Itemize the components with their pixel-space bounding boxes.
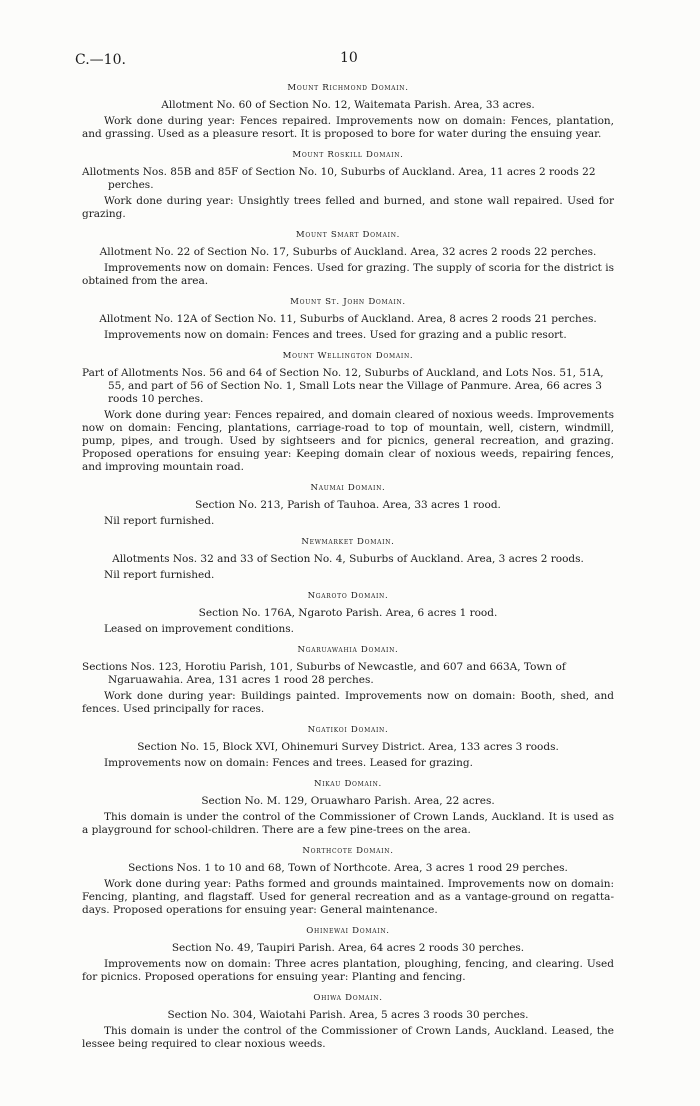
domain-title: Naumai Domain. [310, 483, 386, 493]
domain-section [82, 724, 614, 770]
domain-title: Ohinewai Domain. [306, 926, 390, 936]
domain-section [82, 229, 614, 288]
domain-location: Section No. 213, Parish of Tauhoa. Area, 33 acres 1 rood. [195, 499, 501, 511]
domain-location: Allotments Nos. 85B and 85F of Section No. 10, Suburbs of Auckland. Area, 11 acres 2 roods 22 perches. [82, 166, 596, 191]
domain-section [82, 536, 614, 582]
page-number: 10 [340, 50, 358, 66]
domain-section [82, 845, 614, 917]
domain-paragraph: This domain is under the control of the Commissioner of Crown Lands, Auckland. Leased, the lessee being required to clear noxious weeds. [82, 1025, 614, 1050]
domain-paragraph: Improvements now on domain: Fences and trees. Used for grazing and a public resort. [104, 329, 567, 341]
domain-location: Section No. 304, Waiotahi Parish. Area, 5 acres 3 roods 30 perches. [167, 1009, 529, 1021]
domain-paragraph: Work done during year: Buildings painted. Improvements now on domain: Booth, shed, and fences. Used principally for races. [82, 690, 614, 715]
domain-section [82, 149, 614, 221]
domain-paragraph: Improvements now on domain: Fences. Used for grazing. The supply of scoria for the district is obtained from the area. [82, 262, 614, 287]
domain-location: Section No. M. 129, Oruawharo Parish. Area, 22 acres. [201, 795, 495, 807]
domain-paragraph: This domain is under the control of the Commissioner of Crown Lands, Auckland. It is used as a playground for school-children. There are a few pine-trees on the area. [82, 811, 614, 836]
domain-section [82, 925, 614, 984]
domain-location: Sections Nos. 1 to 10 and 68, Town of Northcote. Area, 3 acres 1 rood 29 perches. [128, 862, 568, 874]
domain-location: Allotment No. 60 of Section No. 12, Waitemata Parish. Area, 33 acres. [161, 99, 535, 111]
domain-paragraph: Work done during year: Unsightly trees felled and burned, and stone wall repaired. Used for grazing. [82, 195, 614, 220]
domain-paragraph: Work done during year: Fences repaired. Improvements now on domain: Fences, plantation, and grassing. Used as a pleasure resort. It is proposed to bore for water during the ensuing year. [82, 115, 614, 140]
domain-location: Part of Allotments Nos. 56 and 64 of Section No. 12, Suburbs of Auckland, and Lots Nos. 51, 51A, 55, and part of 56 of Section No. 1, Small Lots near the Village of Panmure. Area, 66 acres 3 roods 10 perches. [82, 367, 604, 405]
domain-paragraph: Improvements now on domain: Fences and trees. Leased for grazing. [104, 757, 473, 769]
domain-paragraph: Work done during year: Fences repaired, and domain cleared of noxious weeds. Improvements now on domain: Fencing, plantations, carriage-road to top of mountain, well, cistern, windmill, pump, pipes, and trough. Used by sightseers and for picnics, general recreation, and grazing. Proposed operations for ensuing year: Keeping domain clear of noxious weeds, repairing fences, and improving mountain road. [82, 409, 614, 473]
domain-section [82, 590, 614, 636]
domain-location: Section No. 176A, Ngaroto Parish. Area, 6 acres 1 rood. [198, 607, 498, 619]
domain-title: Ohiwa Domain. [313, 993, 383, 1003]
domain-paragraph: Work done during year: Paths formed and grounds maintained. Improvements now on domain: Fencing, planting, and flagstaff. Used for general recreation and as a vantage-ground on regatta-days. Proposed operations for ensuing year: General maintenance. [82, 878, 614, 916]
report-reference: C.—10. [75, 52, 126, 68]
domain-location: Allotment No. 22 of Section No. 17, Suburbs of Auckland. Area, 32 acres 2 roods 22 perches. [99, 246, 597, 258]
domain-section [82, 778, 614, 837]
domain-title: Ngatikoi Domain. [307, 725, 389, 735]
domain-section [82, 82, 614, 141]
domain-location: Sections Nos. 123, Horotiu Parish, 101, Suburbs of Newcastle, and 607 and 663A, Town of Ngaruawahia. Area, 131 acres 1 rood 28 perches. [82, 661, 566, 686]
domain-title: Mount Wellington Domain. [282, 351, 414, 361]
domain-location: Allotment No. 12A of Section No. 11, Suburbs of Auckland. Area, 8 acres 2 roods 21 perches. [99, 313, 597, 325]
domain-paragraph: Leased on improvement conditions. [104, 623, 294, 635]
domain-title: Mount Richmond Domain. [287, 83, 409, 93]
domain-title: Ngaroto Domain. [307, 591, 389, 601]
domain-paragraph: Improvements now on domain: Three acres plantation, ploughing, fencing, and clearing. Used for picnics. Proposed operations for ensuing year: Planting and fencing. [82, 958, 614, 983]
domain-title: Mount Smart Domain. [295, 230, 401, 240]
domain-location: Section No. 49, Taupiri Parish. Area, 64 acres 2 roods 30 perches. [171, 942, 525, 954]
domain-section [82, 296, 614, 342]
domain-title: Mount Roskill Domain. [292, 150, 404, 160]
domain-location: Allotments Nos. 32 and 33 of Section No. 4, Suburbs of Auckland. Area, 3 acres 2 roods. [112, 553, 584, 565]
domain-section [82, 482, 614, 528]
domain-section [82, 350, 614, 474]
domain-title: Ngaruawahia Domain. [297, 645, 399, 655]
domain-title: Mount St. John Domain. [290, 297, 406, 307]
domain-section [82, 644, 614, 716]
domain-location: Section No. 15, Block XVI, Ohinemuri Survey District. Area, 133 acres 3 roods. [137, 741, 559, 753]
domain-title: Nikau Domain. [314, 779, 382, 789]
domain-title: Newmarket Domain. [301, 537, 395, 547]
domain-title: Northcote Domain. [302, 846, 394, 856]
domain-paragraph: Nil report furnished. [104, 515, 215, 527]
domain-paragraph: Nil report furnished. [104, 569, 215, 581]
document-body [82, 82, 614, 1059]
domain-section [82, 992, 614, 1051]
